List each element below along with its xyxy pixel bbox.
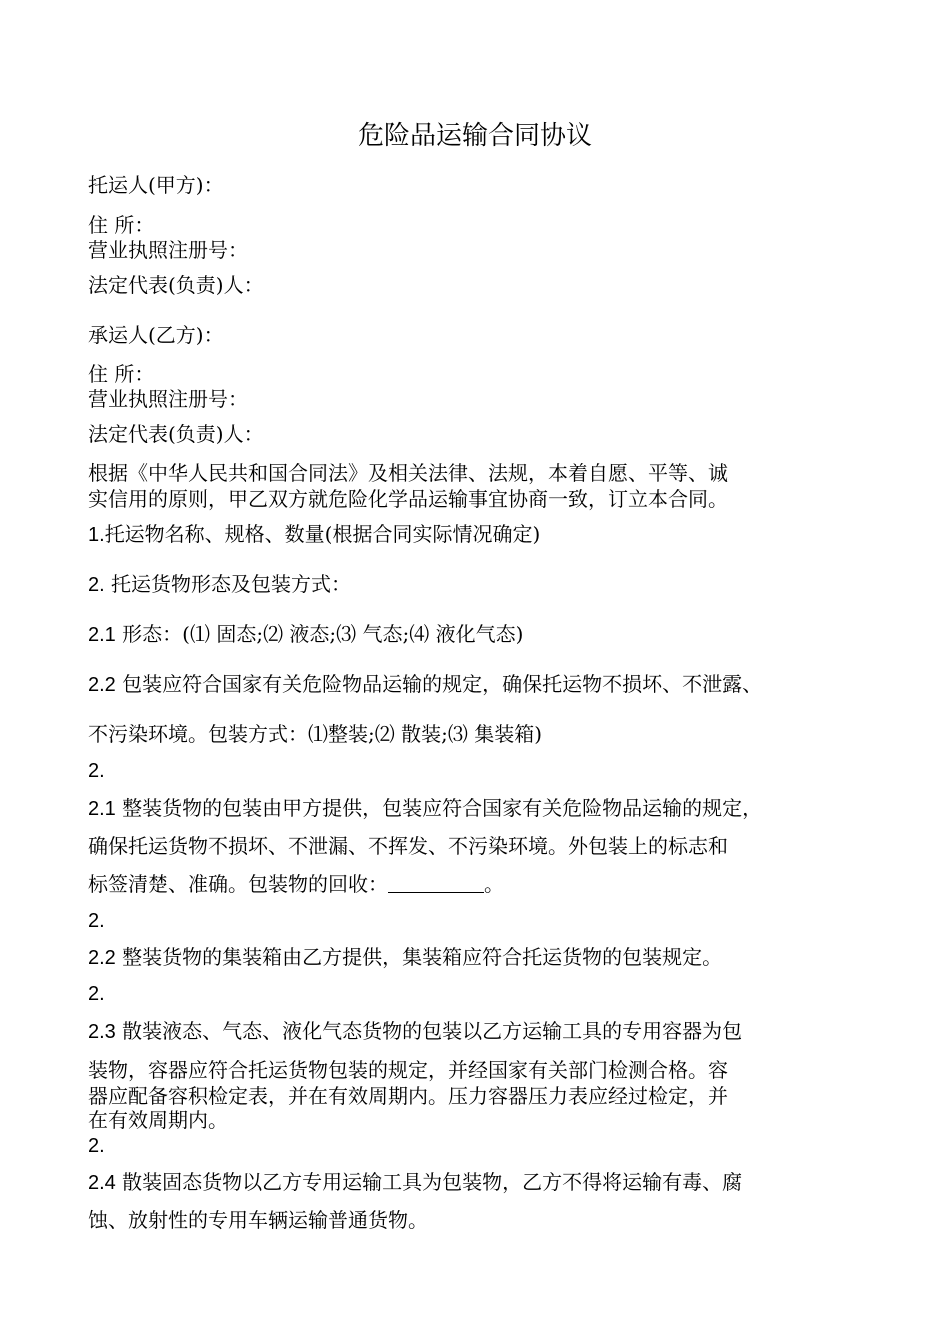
section-marker: 2. <box>88 1135 105 1157</box>
clause-2-1-line-2: 确保托运货物不损坏、不泄漏、不挥发、不污染环境。外包装上的标志和 <box>88 834 728 858</box>
clause-2-4-line-1 <box>88 1169 742 1196</box>
party-b-address: 住 所： <box>88 362 155 386</box>
section-1-text: 托运物名称、规格、数量(根据合同实际情况确定) <box>104 522 541 546</box>
preamble-line-2: 实信用的原则，甲乙双方就危险化学品运输事宜协商一致，订立本合同。 <box>88 487 728 511</box>
clause-2-1-line-3 <box>88 871 504 897</box>
section-2-text: 托运货物形态及包装方式： <box>104 572 352 596</box>
clause-2-1-line-1 <box>88 795 762 822</box>
party-a-license: 营业执照注册号： <box>88 238 248 262</box>
document-title: 危险品运输合同协议 <box>357 121 592 151</box>
clause-2-1-text-3: 标签清楚、准确。包装物的回收： <box>88 872 388 896</box>
clause-2-4-number: 2.4 <box>88 1172 116 1194</box>
clause-2-4-text-1: 散装固态货物以乙方专用运输工具为包装物，乙方不得将运输有毒、腐 <box>115 1170 743 1194</box>
section-2-2-text-line-1: 包装应符合国家有关危险物品运输的规定，确保托运物不损坏、不泄露、 <box>115 672 763 696</box>
clause-2-3-line-3: 器应配备容积检定表，并在有效周期内。压力容器压力表应经过检定，并 <box>88 1084 728 1108</box>
section-2-2-number: 2.2 <box>88 674 116 696</box>
clause-2-2-number: 2.2 <box>88 947 116 969</box>
section-marker: 2. <box>88 760 105 782</box>
clause-2-3-text-1: 散装液态、气态、液化气态货物的包装以乙方运输工具的专用容器为包 <box>115 1019 743 1043</box>
clause-2-1-number: 2.1 <box>88 798 116 820</box>
section-1 <box>88 521 540 548</box>
section-2-1-text: 形态：(⑴ 固态;⑵ 液态;⑶ 气态;⑷ 液化气态) <box>115 622 524 646</box>
party-a-representative: 法定代表(负责)人： <box>88 273 264 297</box>
section-2 <box>88 571 351 598</box>
clause-2-3-line-2: 装物，容器应符合托运货物包装的规定，并经国家有关部门检测合格。容 <box>88 1058 728 1082</box>
party-a-label: 托运人(甲方)： <box>88 173 224 197</box>
party-a-address: 住 所： <box>88 213 155 237</box>
section-2-1-number: 2.1 <box>88 624 116 646</box>
party-b-license: 营业执照注册号： <box>88 387 248 411</box>
section-2-2-text-line-2: 不污染环境。包装方式：⑴整装;⑵ 散装;⑶ 集装箱) <box>88 722 542 746</box>
clause-2-2 <box>88 944 722 971</box>
party-b-label: 承运人(乙方)： <box>88 323 224 347</box>
clause-2-4-line-2: 蚀、放射性的专用车辆运输普通货物。 <box>88 1208 428 1232</box>
section-2-1-form <box>88 621 523 648</box>
clause-2-2-text: 整装货物的集装箱由乙方提供，集装箱应符合托运货物的包装规定。 <box>115 945 723 969</box>
preamble-line-1: 根据《中华人民共和国合同法》及相关法律、法规，本着自愿、平等、诚 <box>88 461 728 485</box>
section-marker: 2. <box>88 910 105 932</box>
clause-2-3-line-1 <box>88 1018 742 1045</box>
section-2-2-packaging <box>88 671 762 698</box>
clause-2-1-tail: 。 <box>484 872 504 896</box>
party-b-representative: 法定代表(负责)人： <box>88 422 264 446</box>
section-marker: 2. <box>88 983 105 1005</box>
clause-2-1-text-1: 整装货物的包装由甲方提供，包装应符合国家有关危险物品运输的规定， <box>115 796 763 820</box>
clause-2-3-line-4: 在有效周期内。 <box>88 1108 228 1132</box>
section-1-number: 1. <box>88 524 105 546</box>
clause-2-3-number: 2.3 <box>88 1021 116 1043</box>
section-2-number: 2. <box>88 574 105 596</box>
fill-in-blank <box>388 874 484 893</box>
